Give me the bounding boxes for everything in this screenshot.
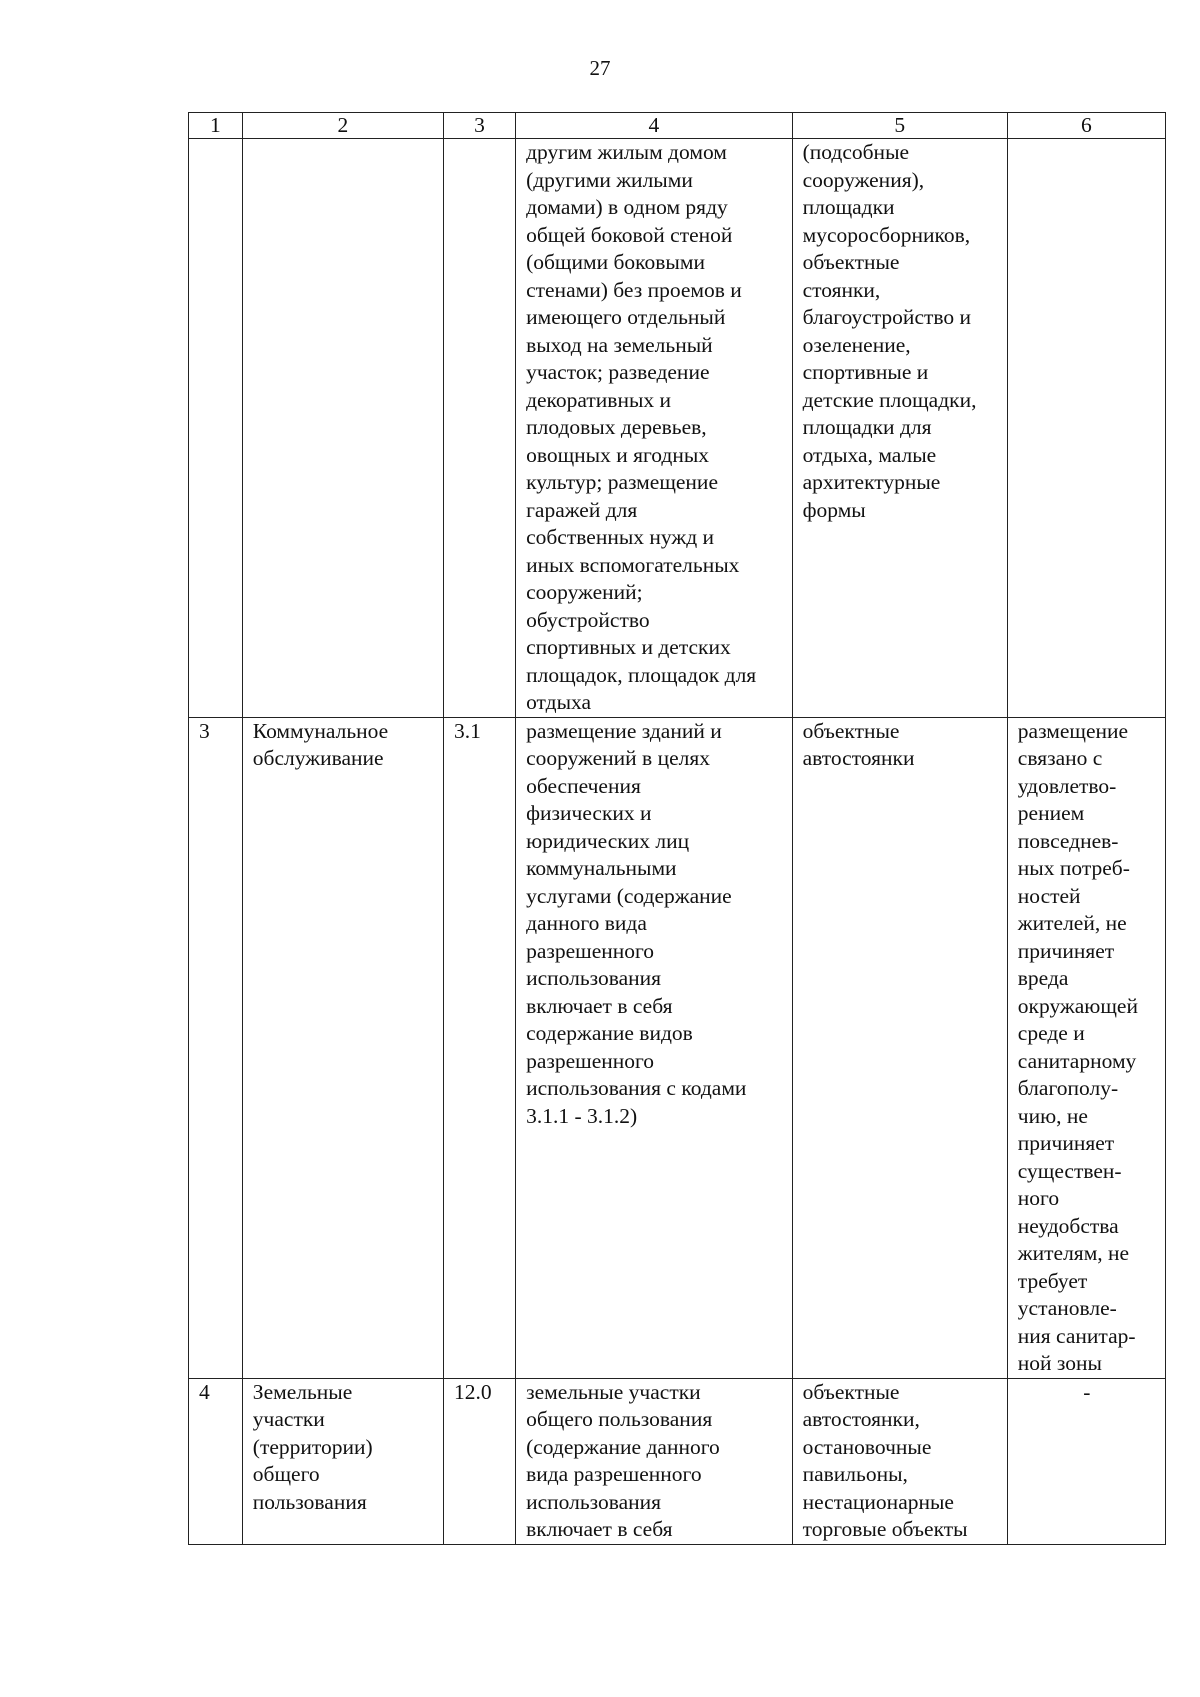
auxiliary-use-cell	[792, 717, 1007, 1378]
cell-line: ностей	[1017, 883, 1081, 908]
row-number-cell: 3	[189, 717, 243, 1378]
cell-line: (территории)	[252, 1434, 373, 1459]
cell-line: ного	[1017, 1186, 1060, 1210]
conditions-cell	[1007, 1378, 1165, 1544]
cell-line: среде и	[1017, 1021, 1085, 1045]
cell-line: отдыха	[526, 690, 592, 714]
cell-line: автостоянки	[802, 746, 915, 770]
cell-line: площадки для	[802, 415, 932, 439]
cell-line: объектные	[802, 250, 900, 274]
cell-line: разрешенного	[526, 1048, 655, 1073]
cell-line: неудобства	[1017, 1213, 1119, 1238]
cell-line: (содержание данного	[526, 1434, 720, 1459]
cell-line: данного вида	[526, 911, 647, 935]
header-row	[189, 113, 1166, 139]
cell-line: сооружений;	[526, 580, 643, 604]
cell-line: площадки	[802, 195, 895, 219]
cell-line: плодовых деревьев,	[526, 415, 707, 439]
cell-line: торговые объекты	[802, 1517, 968, 1541]
cell-line: отдыха, малые	[802, 442, 937, 467]
cell-line: собственных нужд и	[526, 525, 715, 549]
cell-line: включает в себя	[526, 993, 673, 1018]
cell-line: повседнев-	[1017, 828, 1119, 853]
cell-line: гаражей для	[526, 497, 638, 522]
cell-line: чию, не	[1017, 1103, 1088, 1128]
cell-line: имеющего отдельный	[526, 305, 726, 329]
cell-line: озеленение,	[802, 332, 911, 357]
cell-line: причиняет	[1017, 1131, 1115, 1155]
cell-line: разрешенного	[526, 938, 655, 963]
header-col-6: 6	[1007, 113, 1165, 139]
cell-line: культур; размещение	[526, 470, 718, 494]
code-cell: 12.0	[444, 1378, 516, 1544]
page-number: 27	[589, 56, 611, 80]
cell-line: сооружения),	[802, 167, 925, 192]
zone-name-cell	[242, 139, 443, 718]
cell-line: физических и	[526, 801, 652, 825]
cell-line: установле-	[1017, 1296, 1117, 1320]
cell-line: связано с	[1017, 746, 1103, 770]
land-use-table	[188, 112, 1166, 1545]
cell-line: содержание видов	[526, 1021, 693, 1045]
cell-line: -	[1083, 1379, 1091, 1404]
cell-line: домами) в одном ряду	[526, 195, 728, 219]
conditions-cell	[1007, 717, 1165, 1378]
cell-line: благополу-	[1017, 1076, 1119, 1100]
cell-line: Коммунальное	[252, 718, 389, 743]
cell-line: ния санитар-	[1017, 1323, 1136, 1348]
cell-line: юридических лиц	[526, 828, 690, 853]
cell-line: требует	[1017, 1268, 1088, 1293]
cell-line: объектные	[802, 1379, 900, 1404]
cell-line: услугами (содержание	[526, 883, 732, 908]
cell-line: спортивные и	[802, 360, 929, 384]
zone-name-cell	[242, 717, 443, 1378]
cell-line: размещение зданий и	[526, 718, 722, 743]
cell-line: общего	[252, 1462, 320, 1486]
cell-line: размещение	[1017, 718, 1129, 743]
cell-line: спортивных и детских	[526, 635, 731, 659]
cell-line: архитектурные	[802, 470, 941, 494]
cell-line: обслуживание	[252, 746, 384, 770]
cell-line: жителям, не	[1017, 1241, 1130, 1265]
header-col-4: 4	[516, 113, 793, 139]
auxiliary-use-cell	[792, 1378, 1007, 1544]
row-number-cell	[189, 139, 243, 718]
cell-line: общей боковой стеной	[526, 222, 733, 247]
cell-line: вида разрешенного	[526, 1462, 702, 1486]
cell-line: (другими жилыми	[526, 167, 693, 192]
cell-line: использования	[526, 966, 662, 990]
header-col-3: 3	[444, 113, 516, 139]
cell-line: использования	[526, 1489, 662, 1514]
description-cell	[516, 717, 793, 1378]
cell-line: обеспечения	[526, 773, 641, 798]
cell-line: причиняет	[1017, 938, 1115, 963]
table-row	[189, 139, 1166, 718]
cell-line: овощных и ягодных	[526, 442, 710, 467]
cell-line: нестационарные	[802, 1489, 954, 1514]
cell-line: жителей, не	[1017, 911, 1127, 935]
cell-line: сооружений в целях	[526, 746, 711, 770]
cell-line: мусоросборников,	[802, 222, 971, 247]
cell-line: выход на земельный	[526, 332, 713, 357]
cell-line: обустройство	[526, 607, 650, 632]
cell-line: пользования	[252, 1489, 367, 1514]
cell-line: остановочные	[802, 1434, 932, 1459]
cell-line: окружающей	[1017, 993, 1138, 1018]
cell-line: стоянки,	[802, 277, 881, 302]
cell-line: другим жилым домом	[526, 140, 727, 164]
description-cell	[516, 139, 793, 718]
cell-line: объектные	[802, 718, 900, 743]
cell-line: существен-	[1017, 1158, 1122, 1183]
auxiliary-use-cell	[792, 139, 1007, 718]
cell-line: участки	[252, 1407, 325, 1431]
cell-line: благоустройство и	[802, 305, 972, 329]
cell-line: формы	[802, 497, 866, 522]
table-row	[189, 1378, 1166, 1544]
cell-line: вреда	[1017, 966, 1069, 990]
header-col-5: 5	[792, 113, 1007, 139]
zone-name-cell	[242, 1378, 443, 1544]
cell-line: иных вспомогательных	[526, 552, 740, 577]
cell-line: санитарному	[1017, 1048, 1137, 1073]
cell-line: участок; разведение	[526, 360, 710, 384]
cell-line: удовлетво-	[1017, 773, 1117, 798]
table-row	[189, 717, 1166, 1378]
cell-line: стенами) без проемов и	[526, 277, 742, 302]
cell-line: включает в себя	[526, 1517, 673, 1541]
cell-line: детские площадки,	[802, 387, 977, 412]
conditions-cell	[1007, 139, 1165, 718]
cell-line: земельные участки	[526, 1379, 701, 1404]
row-number-cell: 4	[189, 1378, 243, 1544]
description-cell	[516, 1378, 793, 1544]
cell-line: автостоянки,	[802, 1407, 920, 1431]
cell-line: 3.1.1 - 3.1.2)	[526, 1103, 638, 1128]
code-cell: 3.1	[444, 717, 516, 1378]
cell-line: (подсобные	[802, 140, 910, 164]
cell-line: (общими боковыми	[526, 250, 705, 274]
header-col-1: 1	[189, 113, 243, 139]
header-col-2: 2	[242, 113, 443, 139]
cell-line: площадок, площадок для	[526, 662, 757, 687]
cell-line: использования с кодами	[526, 1076, 747, 1100]
cell-line: ных потреб-	[1017, 856, 1130, 880]
cell-line: рением	[1017, 801, 1085, 825]
cell-line: общего пользования	[526, 1407, 713, 1431]
cell-line: коммунальными	[526, 856, 677, 880]
cell-line: ной зоны	[1017, 1351, 1102, 1375]
cell-line: декоративных и	[526, 387, 672, 412]
cell-line: павильоны,	[802, 1462, 908, 1486]
cell-line: Земельные	[252, 1379, 353, 1404]
code-cell	[444, 139, 516, 718]
